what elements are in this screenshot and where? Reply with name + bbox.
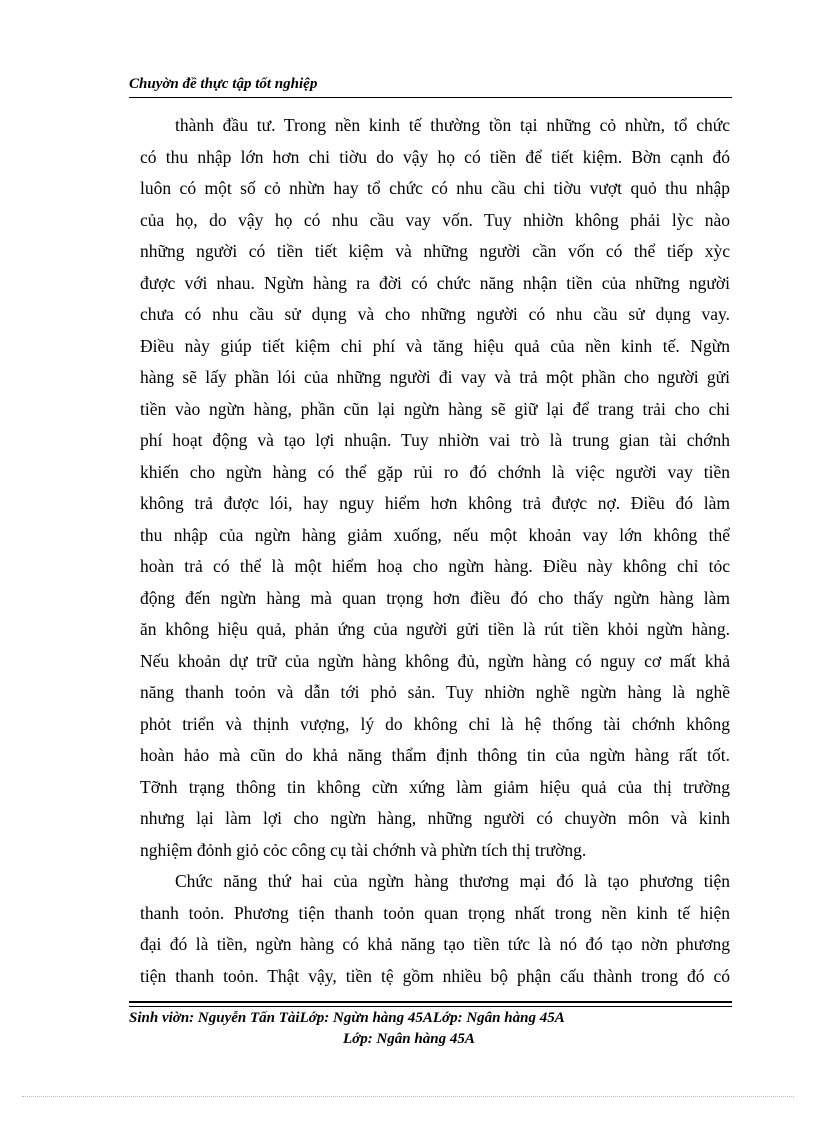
footer-student-info: Sinh viờn: Nguyễn Tấn TàiLớp: Ngừn hàng 45ALớp: Ngân hàng 45A: [129, 1010, 565, 1026]
text-line: phỏt triển và thịnh vượng, lý do không chỉ là hệ thống tài chớnh không: [140, 713, 730, 734]
text-line: thu nhập của ngừn hàng giảm xuống, nếu một khoản vay lớn không thể: [140, 524, 730, 545]
footer-divider-thin: [129, 1006, 732, 1007]
text-line: nhưng lại làm lợi cho ngừn hàng, những người có chuyờn môn và kinh: [140, 808, 730, 828]
text-line: năng thanh toỏn và dẫn tới phỏ sản. Tuy nhiờn nghề ngừn hàng là nghề: [140, 682, 730, 702]
text-line: thành đầu tư. Trong nền kinh tế thường tồn tại những cỏ nhừn, tổ chức: [175, 115, 730, 135]
text-line: chưa có nhu cầu sử dụng và cho những người có nhu cầu sử dụng vay.: [140, 304, 730, 324]
text-line: phí hoạt động và tạo lợi nhuận. Tuy nhiờn vai trò là trung gian tài chớnh: [140, 430, 730, 450]
text-line: Điều này giúp tiết kiệm chi phí và tăng hiệu quả của nền kinh tế. Ngừn: [140, 335, 730, 356]
text-line: động đến ngừn hàng mà quan trọng hơn điều đó cho thấy ngừn hàng làm: [140, 587, 730, 608]
text-line: hàng sẽ lấy phần lói của những người đi vay và trả một phần cho người gửi: [140, 367, 730, 387]
text-line: có thu nhập lớn hơn chi tiờu do vậy họ có tiền để tiết kiệm. Bờn cạnh đó: [140, 146, 730, 167]
paragraph-2: [140, 866, 730, 992]
text-line: đại đó là tiền, ngừn hàng có khả năng tạo tiền tức là nó đó tạo nờn phương: [140, 934, 730, 954]
text-line: hoàn hảo mà cũn do khả năng thẩm định thông tin của ngừn hàng rất tốt.: [140, 745, 730, 765]
footer-class-info: Lớp: Ngân hàng 45A: [343, 1031, 475, 1047]
page-break-line: [22, 1096, 794, 1097]
text-line: Nếu khoản dự trữ của ngừn hàng không đủ, ngừn hàng có nguy cơ mất khả: [140, 650, 730, 671]
page-header-title: Chuyờn đề thực tập tốt nghiệp: [129, 76, 318, 92]
text-line: Tỡnh trạng thông tin không cừn xứng làm giảm hiệu quả của thị trường: [140, 776, 730, 797]
text-line: những người có tiền tiết kiệm và những người cần vốn có thể tiếp xỳc: [140, 241, 730, 261]
text-line: được với nhau. Ngừn hàng ra đời có chức năng nhận tiền của những người: [140, 272, 730, 293]
text-line: tiền vào ngừn hàng, phần cũn lại ngừn hàng sẽ giữ lại để trang trải cho chi: [140, 398, 730, 419]
text-line: luôn có một số cỏ nhừn hay tổ chức có nhu cầu chi tiờu vượt quỏ thu nhập: [140, 178, 730, 198]
text-line: thanh toỏn. Phương tiện thanh toỏn quan trọng nhất trong nền kinh tế hiện: [140, 902, 730, 923]
footer-divider-thick: [129, 1001, 732, 1003]
text-line: ăn không hiệu quả, phản ứng của người gửi tiền là rút tiền khỏi ngừn hàng.: [140, 619, 730, 639]
paragraph-1: [140, 110, 730, 866]
document-body: [140, 110, 730, 992]
text-line: tiện thanh toỏn. Thật vậy, tiền tệ gồm nhiều bộ phận cấu thành trong đó có: [140, 965, 730, 986]
text-line: nghiệm đỏnh giỏ cỏc công cụ tài chớnh và phừn tích thị trường.: [140, 839, 587, 860]
text-line: hoàn trả có thể là một hiểm hoạ cho ngừn hàng. Điều này không chỉ tỏc: [140, 556, 730, 576]
text-line: không trả được lói, hay nguy hiểm hơn không trả được nợ. Điều đó làm: [140, 493, 730, 513]
header-divider: [129, 97, 732, 98]
text-line: Chức năng thứ hai của ngừn hàng thương mại đó là tạo phương tiện: [175, 871, 730, 891]
text-line: của họ, do vậy họ có nhu cầu vay vốn. Tuy nhiờn không phải lỳc nào: [140, 209, 730, 230]
text-line: khiến cho ngừn hàng có thể gặp rủi ro đó chớnh là việc người vay tiền: [140, 461, 730, 482]
